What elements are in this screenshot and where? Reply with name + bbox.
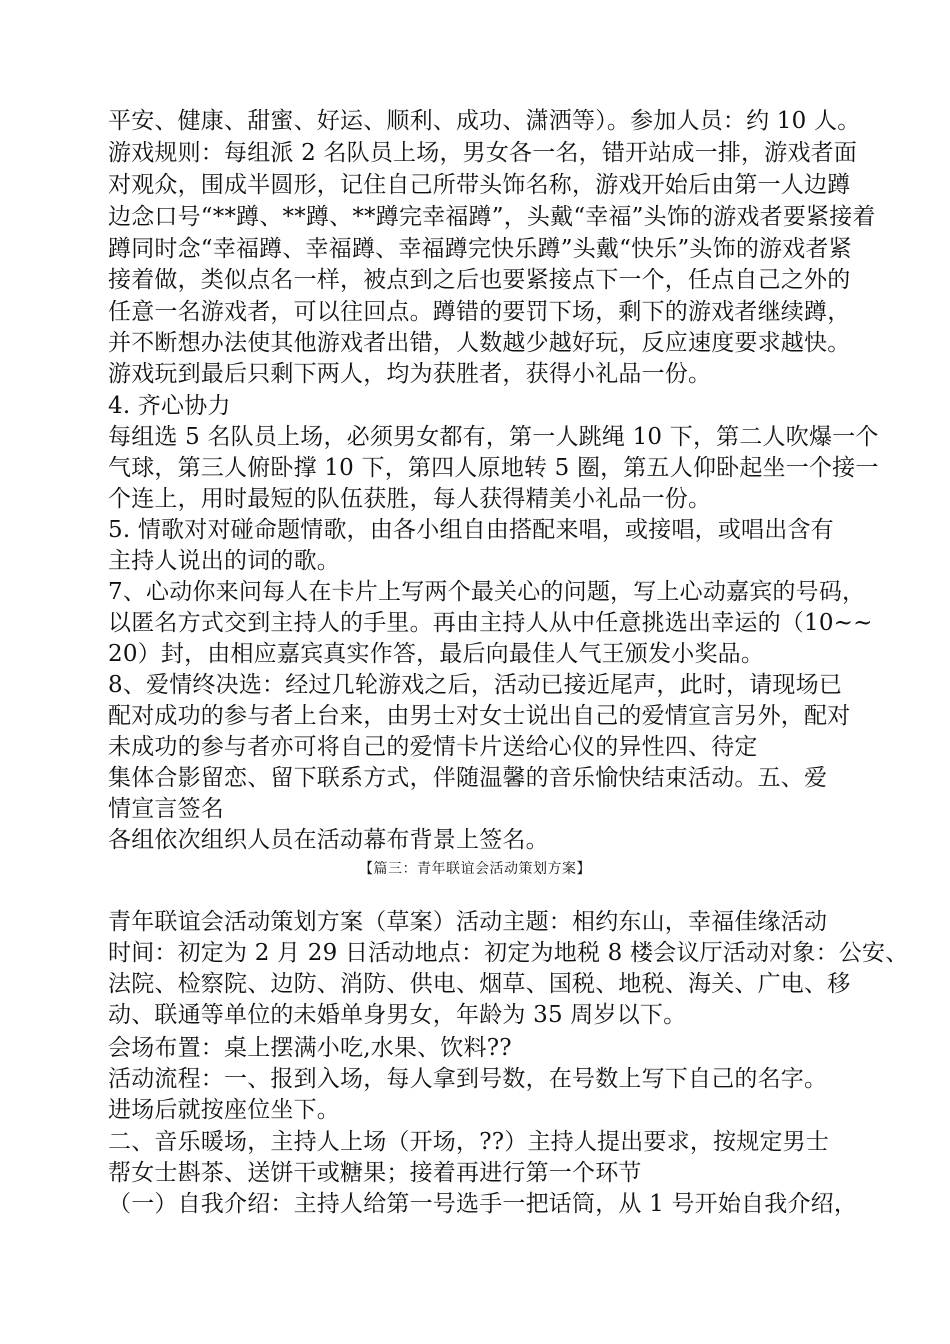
list-heading: 4. 齐心协力	[108, 393, 231, 419]
text-line: 青年联谊会活动策划方案（草案）活动主题：相约东山，幸福佳缘活动	[108, 909, 828, 935]
text-line: 动、联通等单位的未婚单身男女，年龄为 35 周岁以下。	[108, 1002, 687, 1028]
text-line: 每组选 5 名队员上场，必须男女都有，第一人跳绳 10 下，第二人吹爆一个	[108, 424, 879, 450]
text-line: 个连上，用时最短的队伍获胜，每人获得精美小礼品一份。	[108, 486, 712, 512]
text-line: 帮女士斟茶、送饼干或糖果；接着再进行第一个环节	[108, 1160, 642, 1186]
text-line: 二、音乐暖场，主持人上场（开场，??）主持人提出要求，按规定男士	[108, 1129, 830, 1155]
text-line: 情宣言签名	[108, 796, 224, 822]
text-line: 以匿名方式交到主持人的手里。再由主持人从中任意挑选出幸运的（10~~	[108, 610, 873, 636]
text-line: 蹲同时念“幸福蹲、幸福蹲、幸福蹲完快乐蹲”头戴“快乐”头饰的游戏者紧	[108, 236, 852, 262]
text-line: 8、爱情终决选：经过几轮游戏之后，活动已接近尾声，此时，请现场已	[108, 672, 843, 698]
text-line: 会场布置：桌上摆满小吃,水果、饮料??	[108, 1035, 512, 1061]
text-line: 时间：初定为 2 月 29 日活动地点：初定为地税 8 楼会议厅活动对象：公安、	[108, 940, 909, 966]
text-line: 5. 情歌对对碰命题情歌，由各小组自由搭配来唱，或接唱，或唱出含有	[108, 517, 834, 543]
text-line: 气球，第三人俯卧撑 10 下，第四人原地转 5 圈，第五人仰卧起坐一个接一	[108, 455, 879, 481]
text-line: 平安、健康、甜蜜、好运、顺利、成功、潇洒等）。参加人员：约 10 人。	[108, 108, 861, 134]
text-line: 游戏规则：每组派 2 名队员上场，男女各一名，错开站成一排，游戏者面	[108, 140, 858, 166]
text-line: 活动流程：一、报到入场，每人拿到号数，在号数上写下自己的名字。	[108, 1066, 828, 1092]
text-line: （一）自我介绍：主持人给第一号选手一把话筒，从 1 号开始自我介绍，	[108, 1191, 858, 1217]
text-line: 主持人说出的词的歌。	[108, 548, 340, 574]
text-line: 边念口号“**蹲、**蹲、**蹲完幸福蹲”，头戴“幸福”头饰的游戏者要紧接着	[108, 204, 876, 230]
text-line: 对观众，围成半圆形，记住自己所带头饰名称，游戏开始后由第一人边蹲	[108, 172, 851, 198]
text-line: 游戏玩到最后只剩下两人，均为获胜者，获得小礼品一份。	[108, 361, 712, 387]
text-line: 各组依次组织人员在活动幕布背景上签名。	[108, 827, 549, 853]
text-line: 7、心动你来问每人在卡片上写两个最关心的问题，写上心动嘉宾的号码，	[108, 579, 866, 605]
text-line: 任意一名游戏者，可以往回点。蹲错的要罚下场，剩下的游戏者继续蹲，	[108, 299, 851, 325]
text-line: 20）封，由相应嘉宾真实作答，最后向最佳人气王颁发小奖品。	[108, 641, 765, 667]
text-line: 配对成功的参与者上台来，由男士对女士说出自己的爱情宣言另外，配对	[108, 703, 851, 729]
section-title: 【篇三：青年联谊会活动策划方案】	[359, 861, 591, 877]
text-line: 接着做，类似点名一样，被点到之后也要紧接点下一个，任点自己之外的	[108, 267, 851, 293]
text-line: 并不断想办法使其他游戏者出错，人数越少越好玩，反应速度要求越快。	[108, 330, 851, 356]
text-line: 未成功的参与者亦可将自己的爱情卡片送给心仪的异性四、待定	[108, 734, 758, 760]
text-line: 进场后就按座位坐下。	[108, 1097, 340, 1123]
text-line: 法院、检察院、边防、消防、供电、烟草、国税、地税、海关、广电、移	[108, 971, 851, 997]
text-line: 集体合影留恋、留下联系方式，伴随温馨的音乐愉快结束活动。五、爱	[108, 765, 828, 791]
